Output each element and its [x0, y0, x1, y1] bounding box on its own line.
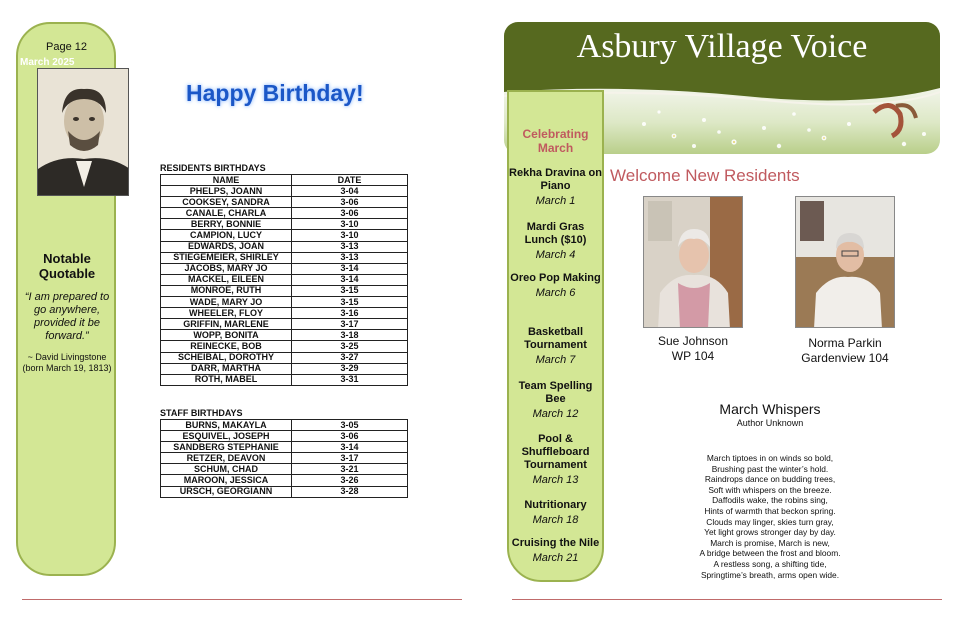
- poem-line: A restless song, a shifting tide,: [713, 558, 827, 569]
- birthday-date-cell: 3-14: [292, 442, 408, 453]
- page-divider-right: [512, 599, 942, 600]
- staff-birthday-table: [160, 419, 408, 498]
- table-row: [161, 464, 408, 475]
- page-divider-left: [22, 599, 462, 600]
- birthday-date-cell: 3-18: [292, 330, 408, 341]
- table-row: [161, 420, 408, 431]
- table-row: [161, 197, 408, 208]
- event-name: Oreo Pop Making: [510, 272, 601, 284]
- table-row: [161, 230, 408, 241]
- table-header-row: [161, 175, 408, 186]
- quote-title: Notable Quotable: [38, 251, 96, 281]
- birthday-name-cell: ROTH, MABEL: [161, 374, 292, 385]
- birthday-date-cell: 3-16: [292, 308, 408, 319]
- event-item: [509, 326, 602, 367]
- birthday-date-cell: 3-21: [292, 464, 408, 475]
- birthday-name-cell: COOKSEY, SANDRA: [161, 197, 292, 208]
- birthday-date-cell: 3-14: [292, 274, 408, 285]
- happy-birthday-heading: Happy Birthday!: [186, 80, 364, 106]
- event-date: March 12: [532, 408, 579, 420]
- birthday-name-cell: MAROON, JESSICA: [161, 475, 292, 486]
- table-row: [161, 252, 408, 263]
- poem-line: Brushing past the winter’s hold.: [711, 463, 829, 474]
- birthday-name-cell: CANALE, CHARLA: [161, 208, 292, 219]
- event-name: Pool & Shuffleboard Tournament: [521, 433, 590, 471]
- staff-birthday-rows: [161, 420, 408, 498]
- poem-line: A bridge between the frost and bloom.: [699, 548, 841, 559]
- residents-birthday-rows: [161, 186, 408, 386]
- birthday-name-cell: MACKEL, EILEEN: [161, 274, 292, 285]
- birthday-name-cell: WADE, MARY JO: [161, 297, 292, 308]
- birthday-date-cell: 3-10: [292, 219, 408, 230]
- table-row: [161, 308, 408, 319]
- poem-line: Raindrops dance on budding trees,: [704, 474, 836, 485]
- event-date: March 13: [532, 474, 579, 486]
- event-item: [509, 167, 602, 208]
- resident-photo: [795, 196, 895, 328]
- poem-line: Hints of warmth that beckon spring.: [704, 505, 836, 516]
- poem-line: Soft with whispers on the breeze.: [708, 484, 832, 495]
- table-row: [161, 285, 408, 296]
- poem-line: March is promise, March is new,: [710, 537, 830, 548]
- table-row: [161, 219, 408, 230]
- birthday-name-cell: REINECKE, BOB: [161, 341, 292, 352]
- quote-text: “I am prepared to go anywhere, provided it be forward.”: [24, 291, 110, 342]
- poem-line: Springtime’s breath, arms open wide.: [700, 569, 840, 580]
- table-row: [161, 341, 408, 352]
- birthday-name-cell: PHELPS, JOANN: [161, 186, 292, 197]
- welcome-heading: Welcome New Residents: [610, 166, 800, 185]
- table-row: [161, 263, 408, 274]
- birthday-date-cell: 3-29: [292, 363, 408, 374]
- event-date: March 18: [532, 514, 579, 526]
- table-row: [161, 431, 408, 442]
- birthday-date-cell: 3-05: [292, 420, 408, 431]
- event-name: Basketball Tournament: [524, 326, 587, 351]
- portrait-image: [37, 68, 129, 196]
- birthday-date-cell: 3-06: [292, 431, 408, 442]
- column-header-date: DATE: [292, 175, 408, 186]
- table-row: [161, 297, 408, 308]
- birthday-date-cell: 3-17: [292, 453, 408, 464]
- birthday-date-cell: 3-13: [292, 252, 408, 263]
- birthday-name-cell: SCHUM, CHAD: [161, 464, 292, 475]
- birthday-date-cell: 3-28: [292, 486, 408, 497]
- birthday-name-cell: SCHEIBAL, DOROTHY: [161, 352, 292, 363]
- birthday-date-cell: 3-26: [292, 475, 408, 486]
- event-item: [509, 380, 602, 421]
- table-row: [161, 374, 408, 385]
- table-row: [161, 486, 408, 497]
- poem-body: [640, 453, 900, 580]
- poem-line: Yet light grows stronger day by day.: [704, 527, 836, 538]
- residents-birthdays-caption: RESIDENTS BIRTHDAYS: [160, 163, 266, 173]
- column-header-name: NAME: [161, 175, 292, 186]
- poem-author: Author Unknown: [736, 418, 804, 428]
- table-row: [161, 453, 408, 464]
- birthday-name-cell: CAMPION, LUCY: [161, 230, 292, 241]
- birthday-name-cell: DARR, MARTHA: [161, 363, 292, 374]
- newsletter-masthead: Asbury Village Voice: [576, 28, 868, 65]
- event-item: [509, 221, 602, 262]
- table-row: [161, 475, 408, 486]
- birthday-name-cell: SANDBERG STEPHANIE: [161, 442, 292, 453]
- birthday-name-cell: WOPP, BONITA: [161, 330, 292, 341]
- event-date: March 6: [535, 287, 576, 299]
- birthday-date-cell: 3-14: [292, 263, 408, 274]
- event-date: March 1: [535, 195, 576, 207]
- table-row: [161, 352, 408, 363]
- birthday-date-cell: 3-27: [292, 352, 408, 363]
- birthday-date-cell: 3-25: [292, 341, 408, 352]
- birthday-name-cell: EDWARDS, JOAN: [161, 241, 292, 252]
- event-date: March 21: [532, 552, 579, 564]
- birthday-date-cell: 3-06: [292, 197, 408, 208]
- birthday-date-cell: 3-06: [292, 208, 408, 219]
- poem-line: Daffodils wake, the robins sing,: [712, 495, 828, 506]
- birthday-date-cell: 3-13: [292, 241, 408, 252]
- birthday-name-cell: URSCH, GEORGIANN: [161, 486, 292, 497]
- birthday-name-cell: BURNS, MAKAYLA: [161, 420, 292, 431]
- birthday-name-cell: BERRY, BONNIE: [161, 219, 292, 230]
- birthday-date-cell: 3-15: [292, 285, 408, 296]
- event-item: [509, 499, 602, 527]
- poem-line: Clouds may linger, skies turn gray,: [706, 516, 834, 527]
- table-row: [161, 241, 408, 252]
- table-row: [161, 274, 408, 285]
- birthday-name-cell: ESQUIVEL, JOSEPH: [161, 431, 292, 442]
- residents-birthday-table: [160, 174, 408, 386]
- page-number: Page 12: [46, 41, 87, 53]
- event-date: March 7: [535, 354, 576, 366]
- event-item: [509, 433, 602, 487]
- table-row: [161, 208, 408, 219]
- resident-photo: [643, 196, 743, 328]
- poem-line: March tiptoes in on winds so bold,: [706, 453, 834, 463]
- table-row: [161, 442, 408, 453]
- birthday-name-cell: JACOBS, MARY JO: [161, 263, 292, 274]
- birthday-date-cell: 3-10: [292, 230, 408, 241]
- table-row: [161, 330, 408, 341]
- poem-title: March Whispers: [719, 401, 821, 417]
- birthday-name-cell: MONROE, RUTH: [161, 285, 292, 296]
- table-row: [161, 186, 408, 197]
- table-row: [161, 319, 408, 330]
- birthday-name-cell: RETZER, DEAVON: [161, 453, 292, 464]
- birthday-date-cell: 3-31: [292, 374, 408, 385]
- issue-date: March 2025: [20, 57, 75, 68]
- event-name: Team Spelling Bee: [518, 380, 593, 405]
- event-item: [509, 272, 602, 300]
- birthday-date-cell: 3-04: [292, 186, 408, 197]
- resident-name: Sue Johnson: [657, 334, 729, 348]
- resident-location: Gardenview 104: [801, 351, 889, 365]
- birthday-name-cell: WHEELER, FLOY: [161, 308, 292, 319]
- event-item: [509, 537, 602, 565]
- event-name: Mardi Gras Lunch ($10): [524, 221, 587, 246]
- resident-name: Norma Parkin: [808, 336, 882, 350]
- resident-location: WP 104: [671, 349, 715, 363]
- celebrating-title: Celebrating March: [522, 127, 589, 155]
- event-date: March 4: [535, 249, 576, 261]
- staff-birthdays-caption: STAFF BIRTHDAYS: [160, 408, 243, 418]
- birthday-date-cell: 3-15: [292, 297, 408, 308]
- birthday-name-cell: GRIFFIN, MARLENE: [161, 319, 292, 330]
- event-name: Rekha Dravina on Piano: [509, 167, 602, 192]
- event-name: Nutritionary: [524, 499, 587, 511]
- birthday-date-cell: 3-17: [292, 319, 408, 330]
- quote-author: ~ David Livingstone (born March 19, 1813): [22, 352, 112, 373]
- event-name: Cruising the Nile: [511, 537, 600, 549]
- table-row: [161, 363, 408, 374]
- birthday-name-cell: STIEGEMEIER, SHIRLEY: [161, 252, 292, 263]
